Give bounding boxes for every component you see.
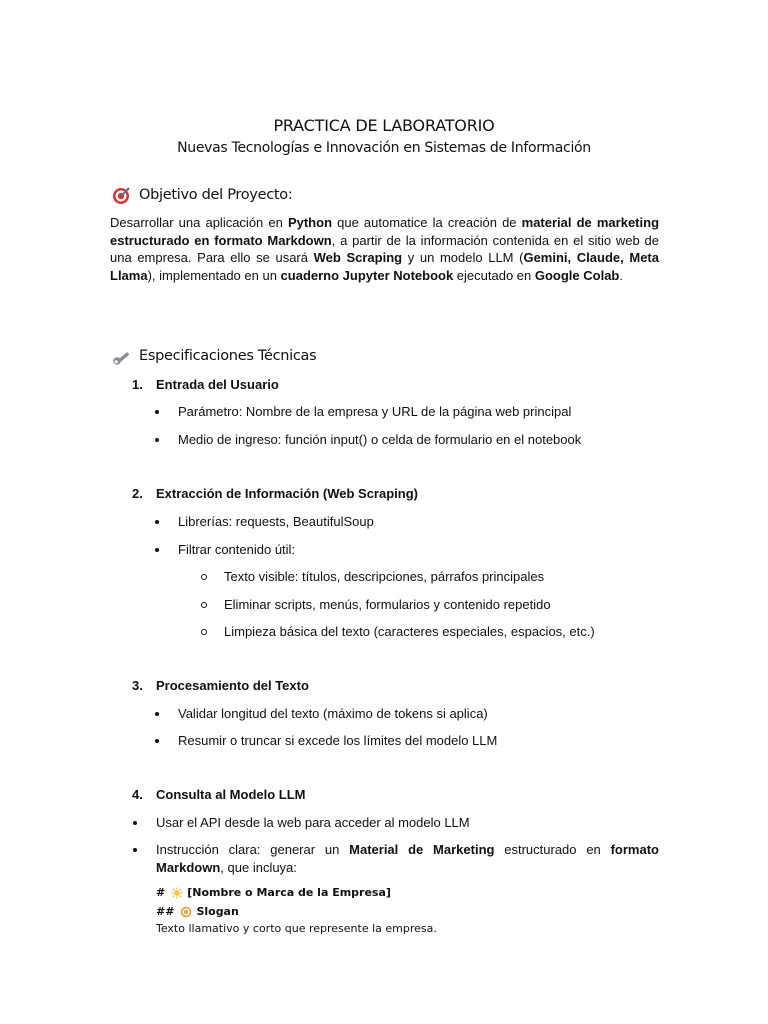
page-subtitle: Nuevas Tecnologías e Innovación en Sistemas de Información bbox=[177, 140, 591, 156]
specs-heading bbox=[112, 346, 316, 366]
objective-heading bbox=[112, 185, 292, 205]
markdown-line-h1: # [Nombre o Marca de la Empresa] bbox=[156, 886, 391, 899]
specs-heading-text: Especificaciones Técnicas bbox=[139, 348, 317, 364]
markdown-line-h2: ## Slogan bbox=[156, 905, 239, 918]
section-3-title: 3. Procesamiento del Texto bbox=[132, 678, 309, 693]
markdown-line-text: Texto llamativo y corto que represente la empresa. bbox=[156, 922, 437, 935]
bullet bbox=[133, 821, 137, 825]
bullet bbox=[155, 712, 159, 716]
wrench-icon bbox=[112, 346, 132, 366]
bullet bbox=[155, 410, 159, 414]
sun-icon bbox=[171, 887, 183, 899]
target-icon bbox=[112, 185, 132, 205]
hollow-bullet bbox=[201, 602, 207, 608]
objective-paragraph: Desarrollar una aplicación en Python que automatice la creación de material de marketing estructurado en formato Markdown, a partir de la información contenida en el sitio web de una empresa. Para ello se usará Web Scraping y un modelo LLM (Gemini, Claude, Meta Llama), implementado en un cuaderno Jupyter Notebook ejecutado en Google Colab. bbox=[110, 215, 660, 283]
hollow-bullet bbox=[201, 629, 207, 635]
section-2-title: 2. Extracción de Información (Web Scraping) bbox=[132, 486, 418, 501]
bullet bbox=[155, 739, 159, 743]
section-4-title: 4. Consulta al Modelo LLM bbox=[132, 787, 306, 802]
bullet bbox=[155, 438, 159, 442]
bullet bbox=[133, 848, 137, 852]
document-page: PRACTICA DE LABORATORIO Nuevas Tecnologías e Innovación en Sistemas de Información Objetivo del Proyecto: Desarrollar una aplicación en Python que automatice la creación de material de marketing estructurado en formato Markdown, a partir de la información contenida en el sitio web de una empresa. Para ello se usará Web Scraping y un modelo LLM (Gemini, Claude, Meta Llama), implementado en un cuaderno Jupyter Notebook ejecutado en Google Colab. Especificaciones Técnicas 1. Entrada del Usuario Parámetro: Nombre de la empresa y URL de la página web principal Medio de ingreso: función input() o celda de formulario en el notebook 2. Extracción de Información (Web Scraping) Librerías: requests, BeautifulSoup Filtrar contenido útil: Texto visible: títulos, descripciones, párrafos principales Eliminar scripts, menús, formularios y contenido repetido Limpieza básica del texto (caracteres especiales, espacios, etc.) 3. Procesamiento del Texto Validar longitud del texto (máximo de tokens si aplica) Resumir o truncar si excede los límites del modelo LLM 4. Consulta al Modelo LLM Usar el API desde la web para acceder al modelo LLM Instrucción clara: generar un Material de Marketing estructurado en formato Markdown, que incluya: # [Nombre o Marca de la Empresa] ## Slogan Texto llamativo y corto que represente la empresa. bbox=[0, 0, 768, 1024]
objective-heading-text: Objetivo del Proyecto: bbox=[139, 187, 293, 203]
bullet bbox=[155, 520, 159, 524]
bullet bbox=[155, 548, 159, 552]
section-1-title: 1. Entrada del Usuario bbox=[132, 377, 279, 392]
page-title: PRACTICA DE LABORATORIO bbox=[273, 116, 495, 135]
target-icon bbox=[180, 906, 192, 918]
hollow-bullet bbox=[201, 574, 207, 580]
